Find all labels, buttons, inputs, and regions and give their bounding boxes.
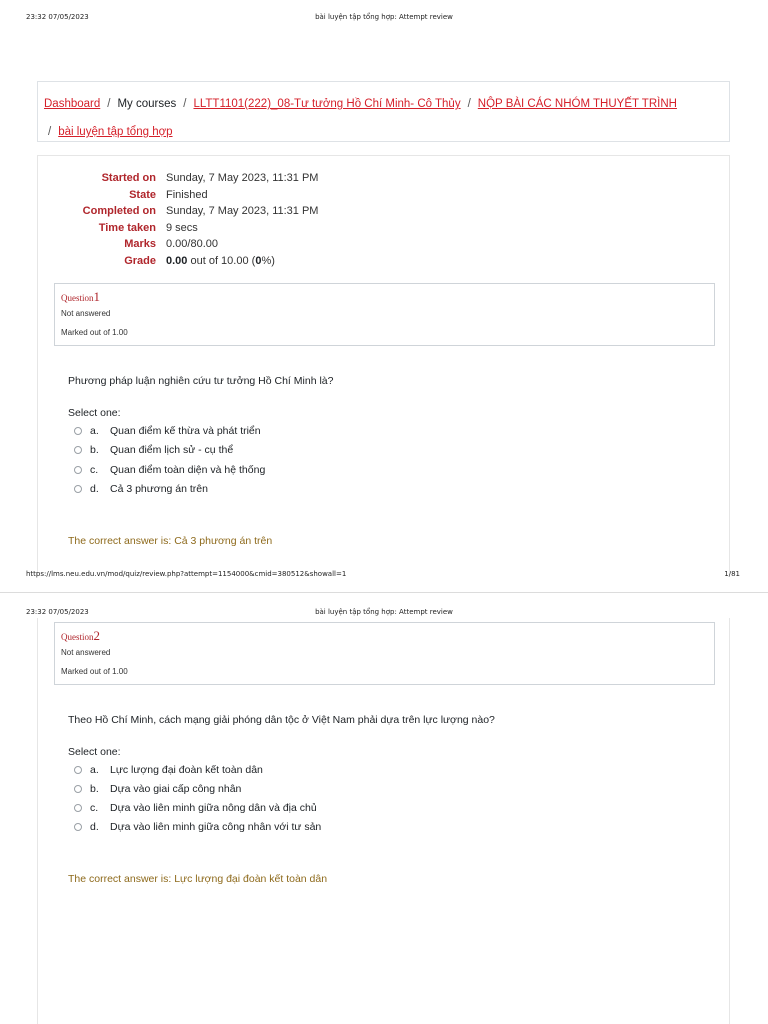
state-value: Finished bbox=[166, 188, 208, 201]
question-marks: Marked out of 1.00 bbox=[61, 328, 128, 337]
option-letter: b. bbox=[90, 783, 99, 795]
radio-icon[interactable] bbox=[74, 427, 82, 435]
completed-on-label: Completed on bbox=[82, 205, 156, 218]
option-text: Quan điểm toàn diện và hệ thống bbox=[110, 464, 266, 476]
option-text: Quan điểm lịch sử - cụ thể bbox=[110, 444, 234, 456]
print-timestamp: 23:32 07/05/2023 bbox=[26, 608, 89, 616]
answer-option[interactable] bbox=[74, 425, 261, 441]
marks-value: 0.00/80.00 bbox=[166, 238, 218, 251]
breadcrumb-course-link[interactable]: LLTT1101(222)_08-Tư tưởng Hồ Chí Minh- Cô Thủy bbox=[193, 98, 461, 110]
page-divider bbox=[0, 592, 768, 593]
grade-score: 0.00 bbox=[166, 254, 188, 267]
option-letter: c. bbox=[90, 464, 99, 476]
question-text: Phương pháp luận nghiên cứu tư tưởng Hồ Chí Minh là? bbox=[68, 375, 334, 387]
radio-icon[interactable] bbox=[74, 804, 82, 812]
option-text: Cả 3 phương án trên bbox=[110, 483, 208, 495]
radio-icon[interactable] bbox=[74, 785, 82, 793]
answer-option[interactable] bbox=[74, 483, 208, 499]
option-text: Dựa vào liên minh giữa công nhân với tư sản bbox=[110, 821, 322, 833]
correct-answer-feedback: The correct answer is: Cả 3 phương án trên bbox=[68, 535, 273, 547]
grade-label: Grade bbox=[124, 254, 156, 267]
select-one-label: Select one: bbox=[68, 407, 121, 419]
grade-percent: 0 bbox=[255, 254, 262, 267]
question-label: Question bbox=[61, 632, 94, 642]
question-number bbox=[61, 628, 100, 644]
breadcrumb-separator: / bbox=[467, 98, 471, 110]
breadcrumb-my-courses: My courses bbox=[117, 98, 177, 110]
breadcrumb-separator: / bbox=[183, 98, 187, 110]
radio-icon[interactable] bbox=[74, 446, 82, 454]
option-letter: d. bbox=[90, 483, 99, 495]
option-letter: a. bbox=[90, 764, 99, 776]
radio-icon[interactable] bbox=[74, 485, 82, 493]
started-on-value: Sunday, 7 May 2023, 11:31 PM bbox=[166, 172, 319, 184]
grade-value bbox=[166, 255, 275, 267]
answer-option[interactable] bbox=[74, 783, 241, 799]
review-content-frame bbox=[37, 155, 730, 575]
answer-option[interactable] bbox=[74, 444, 233, 460]
question-number bbox=[61, 289, 100, 305]
print-title: bài luyện tập tổng hợp: Attempt review bbox=[315, 13, 453, 21]
select-one-label: Select one: bbox=[68, 746, 121, 758]
question-info-1 bbox=[54, 283, 715, 346]
print-page-number: 1/81 bbox=[724, 570, 740, 578]
answer-option[interactable] bbox=[74, 821, 321, 837]
question-num: 2 bbox=[93, 628, 100, 643]
breadcrumb-section-link[interactable]: NỘP BÀI CÁC NHÓM THUYẾT TRÌNH bbox=[477, 98, 677, 110]
print-url: https://lms.neu.edu.vn/mod/quiz/review.php?attempt=1154000&cmid=380512&showall=1 bbox=[26, 570, 347, 578]
radio-icon[interactable] bbox=[74, 766, 82, 774]
option-text: Lực lượng đại đoàn kết toàn dân bbox=[110, 764, 263, 776]
correct-answer-feedback: The correct answer is: Lực lượng đại đoàn kết toàn dân bbox=[68, 873, 328, 885]
grade-out-of: out of 10.00 ( bbox=[190, 254, 256, 267]
question-marks: Marked out of 1.00 bbox=[61, 667, 128, 676]
grade-percent-end: %) bbox=[261, 254, 275, 267]
breadcrumb-quiz-link[interactable]: bài luyện tập tổng hợp bbox=[58, 126, 173, 138]
breadcrumb-box bbox=[37, 81, 730, 142]
answer-option[interactable] bbox=[74, 764, 263, 780]
breadcrumb-separator: / bbox=[107, 98, 111, 110]
print-timestamp: 23:32 07/05/2023 bbox=[26, 13, 89, 21]
completed-on-value: Sunday, 7 May 2023, 11:31 PM bbox=[166, 205, 319, 218]
option-text: Dựa vào giai cấp công nhân bbox=[110, 783, 242, 795]
breadcrumb-dashboard-link[interactable]: Dashboard bbox=[44, 98, 101, 110]
started-on-label: Started on bbox=[101, 172, 156, 184]
state-label: State bbox=[129, 188, 156, 201]
time-taken-value: 9 secs bbox=[166, 221, 198, 234]
answer-option[interactable] bbox=[74, 802, 317, 818]
option-letter: a. bbox=[90, 425, 99, 437]
radio-icon[interactable] bbox=[74, 823, 82, 831]
question-status: Not answered bbox=[61, 648, 111, 657]
question-text: Theo Hồ Chí Minh, cách mạng giải phóng dân tộc ở Việt Nam phải dựa trên lực lượng nào? bbox=[68, 714, 495, 726]
question-label: Question bbox=[61, 293, 94, 303]
breadcrumb-separator: / bbox=[48, 126, 52, 138]
option-text: Dựa vào liên minh giữa nông dân và địa chủ bbox=[110, 802, 317, 814]
question-info-2 bbox=[54, 622, 715, 685]
time-taken-label: Time taken bbox=[98, 221, 156, 234]
question-status: Not answered bbox=[61, 309, 111, 318]
question-num: 1 bbox=[93, 289, 100, 304]
breadcrumb bbox=[44, 90, 724, 146]
option-text: Quan điểm kế thừa và phát triển bbox=[110, 425, 261, 437]
option-letter: c. bbox=[90, 802, 99, 814]
option-letter: d. bbox=[90, 821, 99, 833]
answer-option[interactable] bbox=[74, 464, 265, 480]
print-title: bài luyện tập tổng hợp: Attempt review bbox=[315, 608, 453, 616]
marks-label: Marks bbox=[124, 238, 156, 251]
radio-icon[interactable] bbox=[74, 466, 82, 474]
option-letter: b. bbox=[90, 444, 99, 456]
